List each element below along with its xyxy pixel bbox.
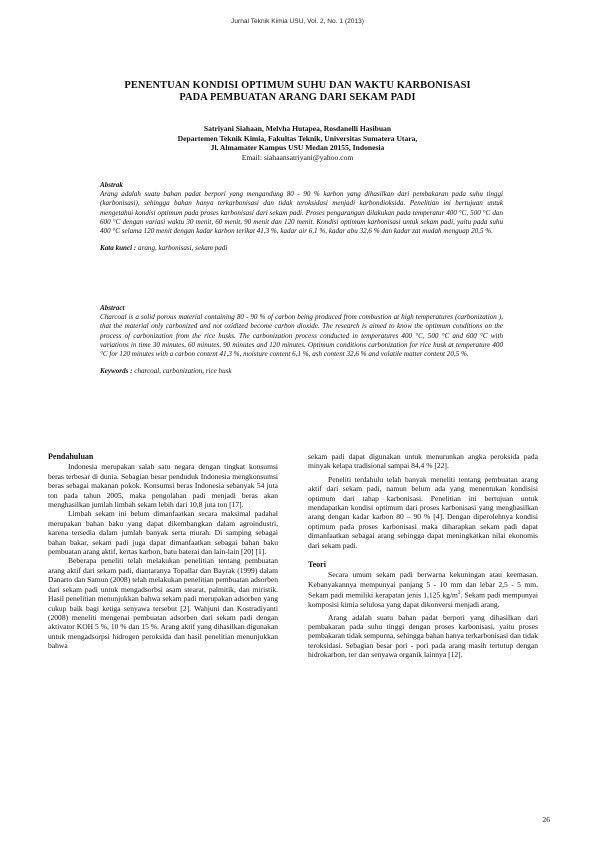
abstract-heading: Abstract bbox=[100, 304, 125, 312]
abstract-section bbox=[100, 304, 503, 376]
keywords bbox=[100, 367, 503, 376]
kata-kunci-label: Kata kunci : bbox=[100, 244, 137, 253]
paper-title bbox=[60, 80, 535, 104]
keywords-values: charcoal, carbonization, rice husk bbox=[132, 367, 232, 376]
paragraph: Arang adalah suatu bahan padat berpori yang dihasilkan dari pembakaran pada suhu tinggi dengan proses karbonisasi, yaitu proses pembakaran tidak sempurna, sehingga bahan hanya terkarbonisasi dan tidak teroksidasi. Sebagian besar pori - pori pada arang masih tertutup dengan hidrokarbon, ter dan senyawa organik lainnya [12]. bbox=[308, 612, 538, 660]
section-heading-teori: Teori bbox=[308, 560, 326, 570]
paragraph-continuation: sekam padi dapat digunakan untuk menurunkan angka peroksida pada minyak kelapa tradisional sampai 84,4 % [22]. bbox=[308, 452, 538, 471]
right-column bbox=[308, 452, 538, 660]
page-number: 26 bbox=[542, 815, 550, 824]
paragraph: Peneliti terdahulu telah banyak meneliti tentang pembuatan arang aktif dari sekam padi, namun belum ada yang menentukan kondisisi optimum dari tahap karbonisasi. Penelitian ini bertujuan untuk mendapatkan kondisi optimum dari proses karbonisasi yang menghasilkan arang dengan kadar karbon 80 – 90 % [4]. Dengan diperolehnya kondisi optimum pada proses karbonisasi maka diharapkan sekam padi dapat dimanfaatkan sebagai arang sehingga dapat meningkatkan nilai ekonomis dari sekam padi. bbox=[308, 474, 538, 550]
paragraph bbox=[308, 570, 538, 609]
title-line-1: PENENTUAN KONDISI OPTIMUM SUHU DAN WAKTU KARBONISASI bbox=[124, 80, 471, 91]
section-heading-pendahuluan: Pendahuluan bbox=[48, 452, 94, 461]
paragraph: Beberapa peneliti telah melakukan penelitian tentang pembuatan arang aktif dari sekam padi, diantaranya Topallar dan Bayrak (1999) dalam Danarto dan Samun (2008) telah melakukan penelitian pembuatan adsorben dari sekam padi untuk mengadsorbsi asam stearat, palmitik, dan miristik. Hasil penelitian menunjukkan bahwa sekam padi merupakan adsorben yang cukup baik bagi ketiga senyawa tersebut [2]. Wahjuni dan Kostradiyanti (2008) meneliti mengenai pembuatan adsorben dari sekam padi dengan aktivator KOH 5 %, 10 % dan 15 %. Arang aktif yang dihasilkan digunakan untuk mengadsorpsi hidrogen peroksida dan hasil penelitian menunjukkan bahwa bbox=[48, 556, 278, 651]
kata-kunci-values: arang, karbonisasi, sekam padi bbox=[136, 244, 228, 253]
left-column bbox=[48, 452, 278, 651]
kata-kunci bbox=[100, 244, 503, 253]
paragraph-text: . Sekam padi mempunyai komposisi kimia selulosa yang dapat dikonversi menjadi arang. bbox=[308, 590, 538, 610]
title-line-2: PADA PEMBUATAN ARANG DARI SEKAM PADI bbox=[179, 92, 416, 103]
superscript: 3 bbox=[457, 591, 461, 597]
authors-block bbox=[60, 124, 535, 162]
running-head: Jurnal Teknik Kimia USU, Vol. 2, No. 1 (2013) bbox=[231, 18, 364, 25]
keywords-label: Keywords : bbox=[100, 367, 133, 376]
paragraph: Indonesia merupakan salah satu negara dengan tingkat konsumsi beras terbesar di dunia. Sebagian besar penduduk Indonesia mengkonsumsi beras sebagai makanan pokok. Konsumsi beras Indonesia sebanyak 54 juta ton pada tahun 2005, maka pengolahan padi menjadi beras akan menghasilkan jumlah limbah sekam lebih dari 10,8 juta ton [17]. bbox=[48, 462, 278, 510]
abstrak-heading: Abstrak bbox=[100, 181, 123, 189]
author-email: Email: siahaansatriyani@yahoo.com bbox=[241, 152, 354, 162]
paragraph: Limbah sekam ini belum dimanfaatkan secara maksimal padahal merupakan bahan baku yang dapat dikembangkan dalam agroindustri, karena tersedia dalam jumlah banyak serta murah. Di samping sebagai bahan bakar, sekam padi juga dapat dimanfaatkan sebagai bahan baku pembuatan arang aktif, kertas karbon, batu baterai dan lain-lain [20] [1]. bbox=[48, 509, 278, 557]
abstract-text: Charcoal is a solid porous material containing 80 - 90 % of carbon being produced from combustion at high temperatures (carbonization ), that the material only carbonized and not oxidized become carbon dioxide. The research is aimed to know the optimum conditions on the process of carbonization from the rice husks. The carbonization process conducted in temperatures 400 °C, 500 °C and 600 °C with variations in time 30 minutes, 60 minutes, 90 minutes and 120 minutes. Optimum conditions carbonization for rice husk at temperature 400 °C for 120 minutes with a carbon content 41,3 %, moisture content 6,1 %, ash content 32,6 % and volatile matter content 20,5 %. bbox=[100, 313, 503, 359]
author-names: Satriyani Siahaan, Melvha Hutapea, Rosdanelli Hasibuan bbox=[203, 124, 392, 133]
abstrak-text: Arang adalah suatu bahan padat berpori yang mengandung 80 - 90 % karbon yang dihasilkan dari pembakaran pada suhu tinggi (karbonisasi), sehingga bahan hanya terkarbonisasi dan tidak teroksidasi menjadi karbondioksida. Penelitian ini bertujuan untuk mengetahui kondisi optimum pada proses karbonisasi dari sekam padi. Proses pengarangan dilakukan pada temperatur 400 °C, 500 °C dan 600 °C dengan variasi waktu 30 menit, 60 menit, 90 menit dan 120 menit. Kondisi optimum karbonisasi untuk sekam padi, yaitu pada suhu 400 °C selama 120 menit dengan kadar karbon terikat 41,3 %, kadar air 6,1 %, kadar abu 32,6 % dan kadar zat mudah menguap 20,5 %. bbox=[100, 190, 503, 236]
author-address: Jl. Almamater Kampus USU Medan 20155, Indonesia bbox=[210, 143, 385, 153]
paragraph-text: Secara umum sekam padi berwarna kekuningan atau keemasan. Kebanyakannya mempunyai panjang 5 - 10 mm dan lebar 2,5 - 5 mm. Sekam padi memiliki kerapatan jenis 1,125 kg/m bbox=[308, 570, 538, 600]
author-affiliation: Departemen Teknik Kimia, Fakultas Teknik, Universitas Sumatera Utara, bbox=[177, 133, 418, 143]
abstrak-section bbox=[100, 181, 503, 253]
